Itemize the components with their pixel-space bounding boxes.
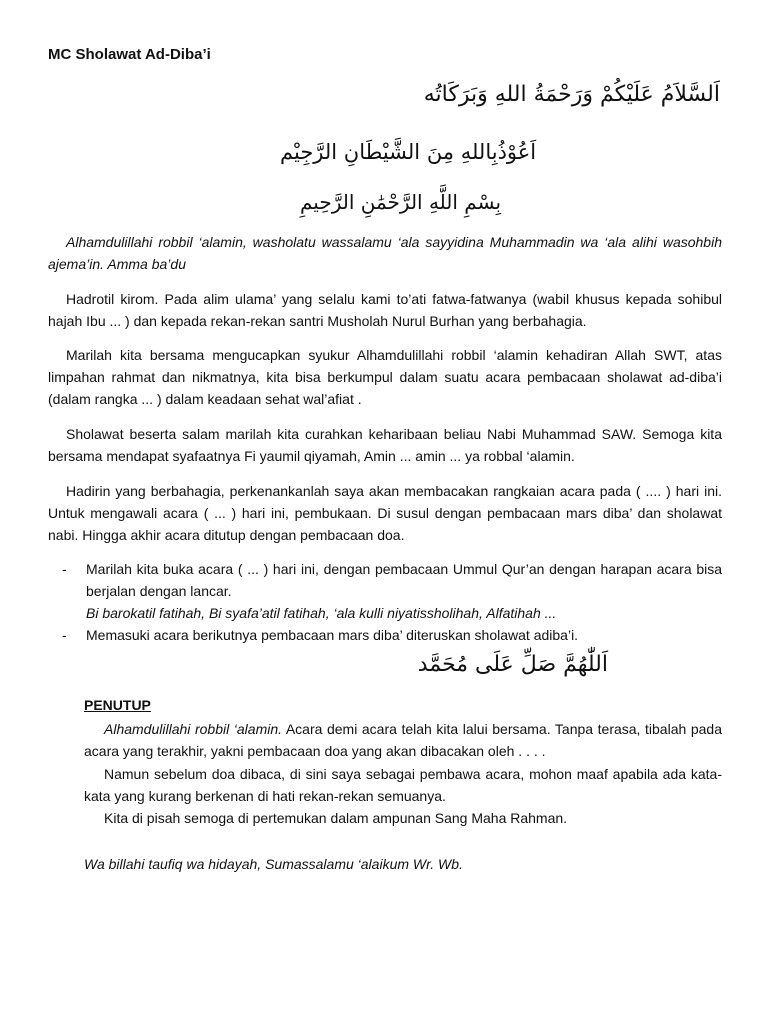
list-item-italic-text: Bi barokatil fatihah, Bi syafa’atil fatihah, ‘ala kulli niyatissholihah, Alfatihah ...: [86, 605, 557, 621]
greeting-paragraph: Hadrotil kirom. Pada alim ulama’ yang selalu kami to’ati fatwa-fatwanya (wabil khusus kepada sohibul hajah Ibu ... ) dan kepada rekan-rekan santri Musholah Nurul Burhan yang berbahagia.: [48, 291, 722, 329]
arabic-salam: اَلسَّلاَمُ عَلَيْكُمْ وَرَحْمَةُ اللهِ وَبَرَكَاتُه: [423, 82, 720, 107]
arabic-sholawat: اَللّٰهُمَّ صَلِّ عَلَى مُحَمَّد: [417, 652, 608, 677]
penutup-heading: PENUTUP: [84, 697, 151, 713]
document-title: MC Sholawat Ad-Diba’i: [48, 46, 211, 63]
penutup-paragraph-3: Kita di pisah semoga di pertemukan dalam ampunan Sang Maha Rahman.: [104, 810, 568, 826]
list-dash: -: [62, 561, 67, 577]
list-item: [48, 558, 722, 624]
sholawat-paragraph: Sholawat beserta salam marilah kita curahkan keharibaan beliau Nabi Muhammad SAW. Semoga kita bersama mendapat syafaatnya Fi yaumil qiyamah, Amin ... amin ... ya robbal ‘alamin.: [48, 426, 722, 464]
penutup-paragraph-1: [84, 718, 722, 762]
arabic-basmalah: بِسْمِ اللَّهِ الرَّحْمَٰنِ الرَّحِيمِ: [300, 190, 502, 214]
penutup-paragraph-2: Namun sebelum doa dibaca, di sini saya sebagai pembawa acara, mohon maaf apabila ada kata-kata yang kurang berkenan di hati rekan-rekan semuanya.: [84, 766, 722, 804]
list-item: [48, 624, 722, 646]
agenda-paragraph: Hadirin yang berbahagia, perkenankanlah saya akan membacakan rangkaian acara pada ( .... ) hari ini. Untuk mengawali acara ( ... ) hari ini, pembukaan. Di susul dengan pembacaan mars diba’ dan sholawat nabi. Hingga akhir acara ditutup dengan pembacaan doa.: [48, 483, 722, 543]
penutup-italic-phrase: Alhamdulillahi robbil ‘alamin.: [104, 721, 283, 737]
closing-line: Wa billahi taufiq wa hidayah, Sumassalamu ‘alaikum Wr. Wb.: [84, 856, 463, 872]
gratitude-paragraph: Marilah kita bersama mengucapkan syukur Alhamdulillahi robbil ‘alamin kehadiran Allah SWT, atas limpahan rahmat dan nikmatnya, kita bisa berkumpul dalam suatu acara pembacaan sholawat ad-diba’i (dalam rangka ... ) dalam keadaan sehat wal’afiat .: [48, 347, 722, 407]
list-item-text: Memasuki acara berikutnya pembacaan mars diba’ diteruskan sholawat adiba’i.: [86, 627, 579, 643]
agenda-list: [48, 558, 722, 646]
list-item-text: Marilah kita buka acara ( ... ) hari ini, dengan pembacaan Ummul Qur’an dengan harapan acara bisa berjalan dengan lancar.: [86, 561, 722, 599]
list-dash: -: [62, 627, 67, 643]
opening-paragraph: Alhamdulillahi robbil ‘alamin, washolatu wassalamu ‘ala sayyidina Muhammadin wa ‘ala alihi wasohbih ajema’in. Amma ba’du: [48, 234, 722, 272]
penutup-paragraph-1-text: Acara demi acara telah kita lalui bersama. Tanpa terasa, tibalah pada acara yang terakhir, yakni pembacaan doa yang akan dibacakan oleh . . . .: [84, 721, 722, 759]
arabic-audzu: اَعُوْذُبِاللهِ مِنَ الشَّيْطَانِ الرَّجِيْم: [280, 140, 537, 164]
